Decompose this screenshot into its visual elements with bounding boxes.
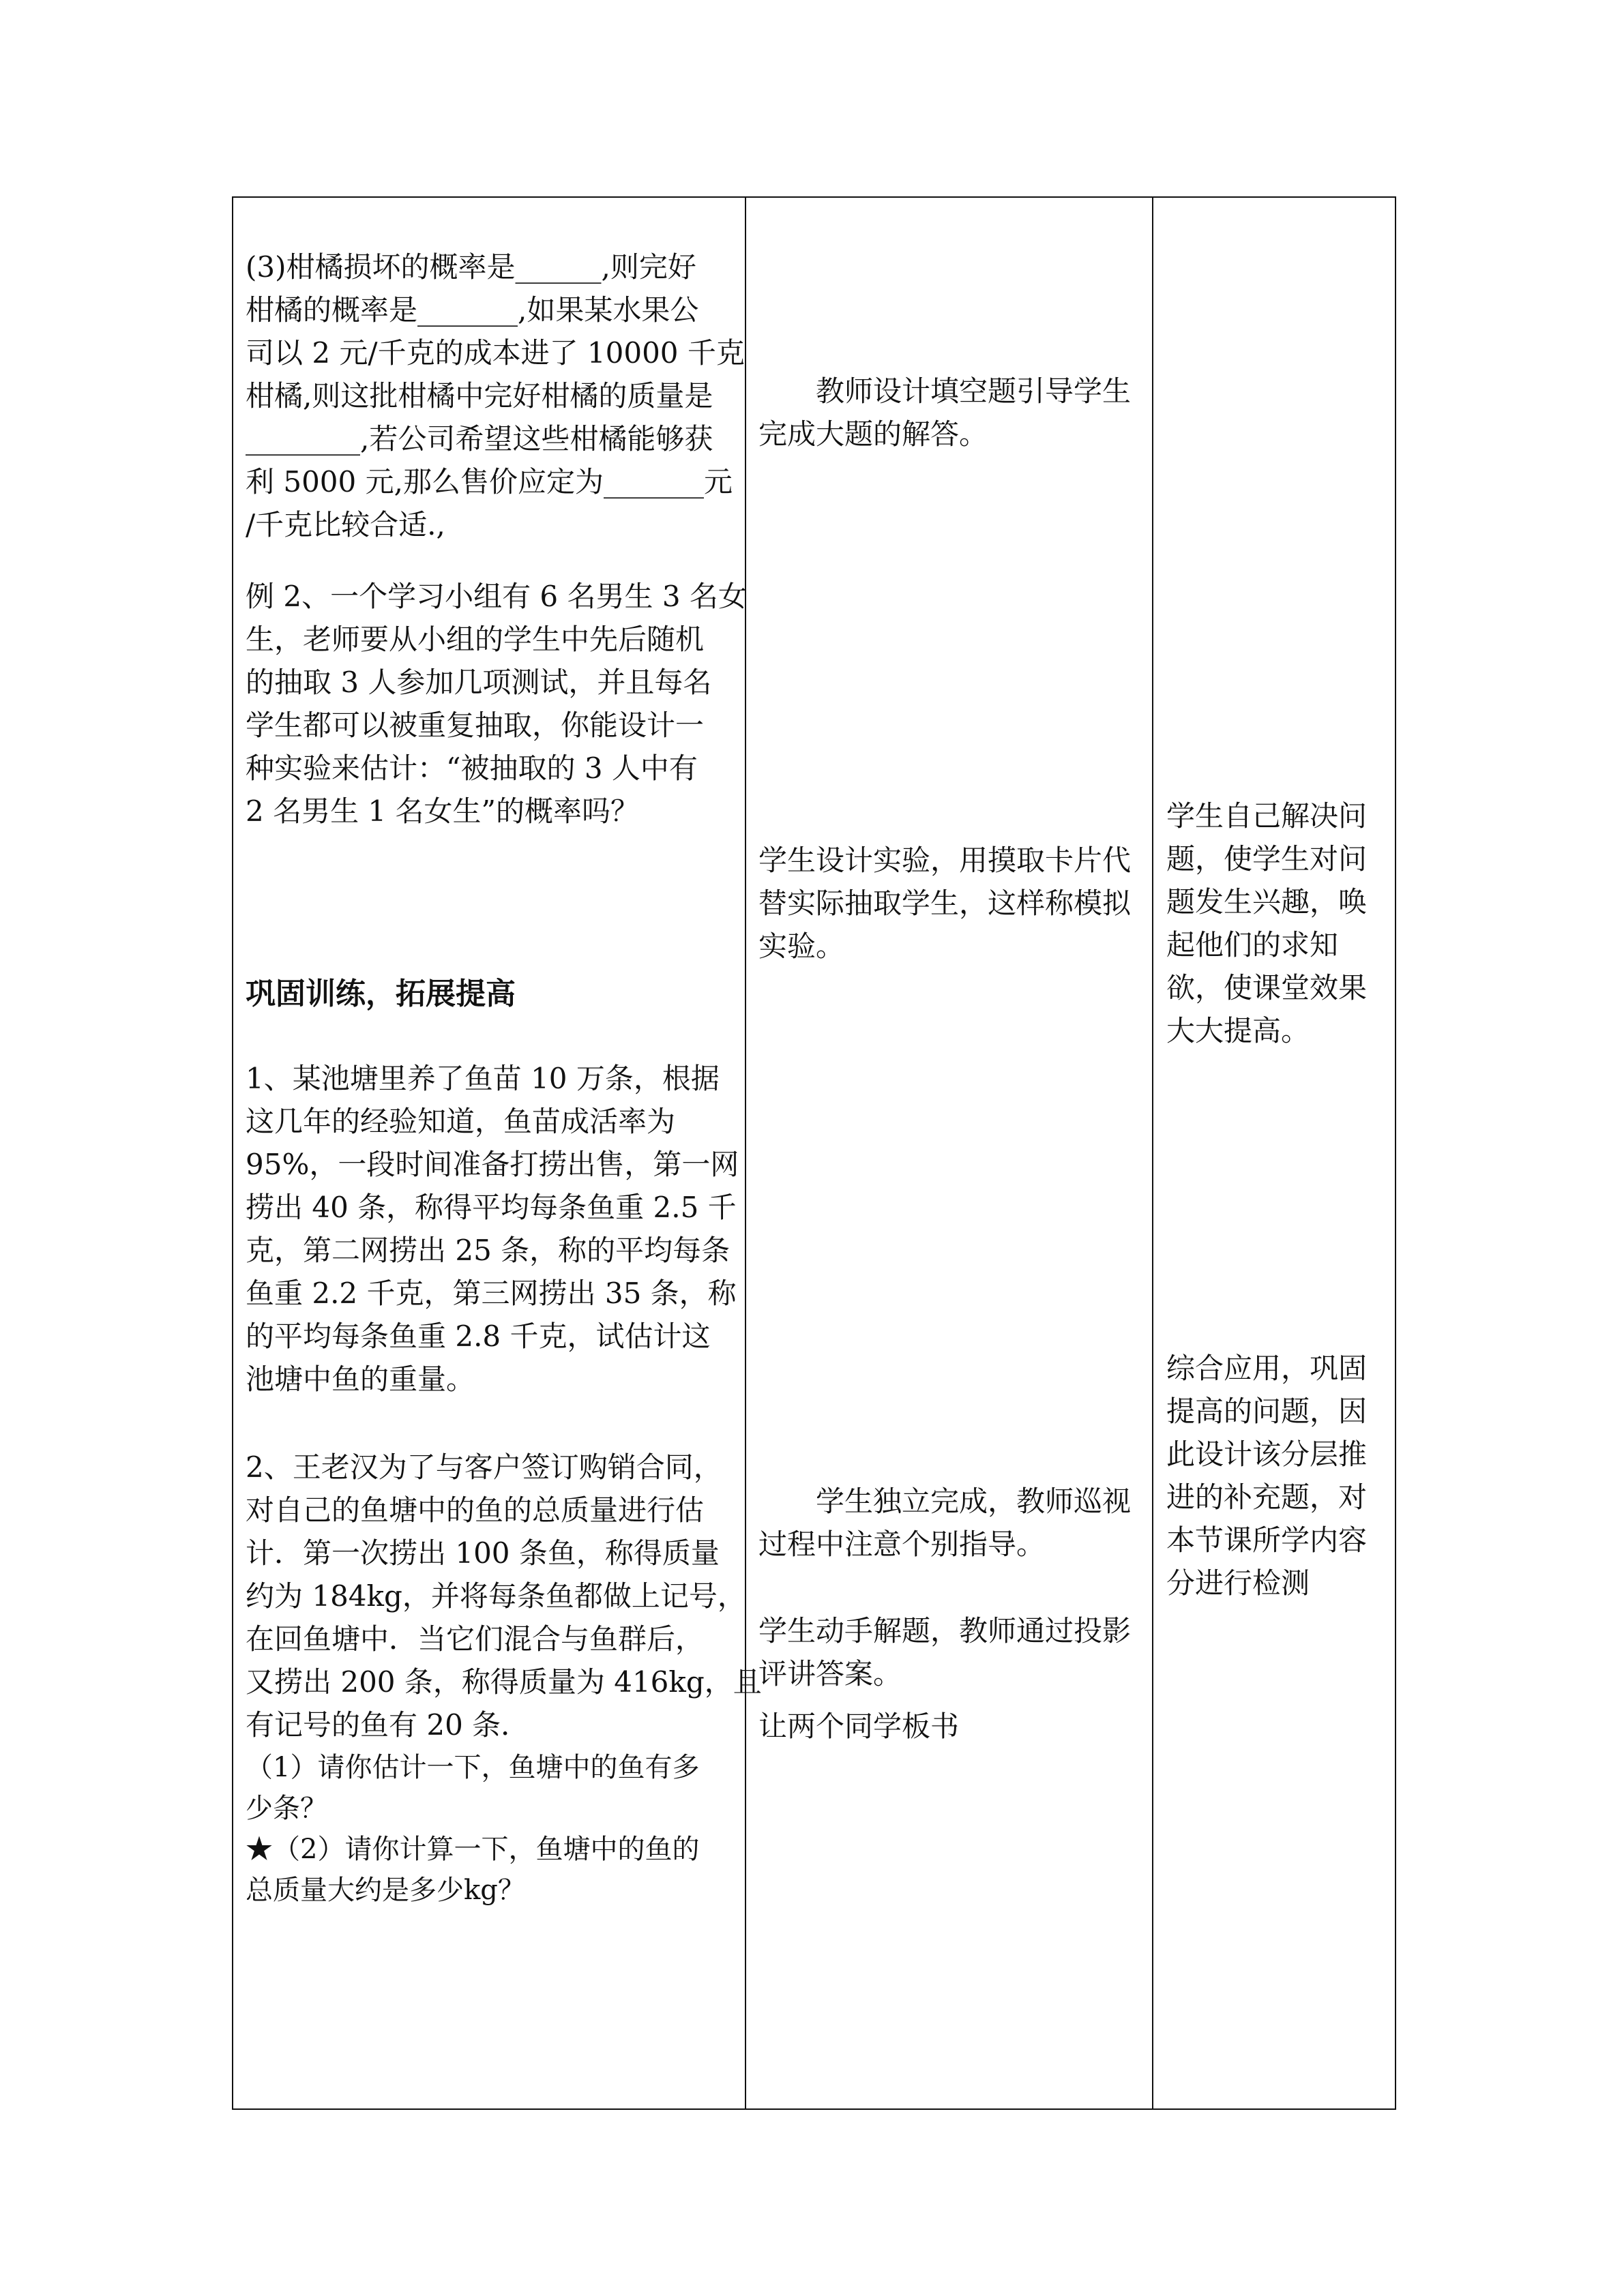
column-divider [1152, 198, 1153, 2108]
exercise2-subquestions: （1）请你估计一下，鱼塘中的鱼有多 少条？ ★（2）请你计算一下，鱼塘中的鱼的 总质量大约是多少kg？ [246, 1752, 700, 1906]
part3-question: (3)柑橘损坏的概率是______,则完好 柑橘的概率是_______,如果某水果公 司以 2 元/千克的成本进了 10000 千克 柑橘,则这批柑橘中完好柑橘的质量是 ________,若公司希望这些柑橘能够获 利 5000 元,那么售价应定为_______元 /千克比较合适., [246, 250, 745, 541]
board-work-note: 让两个同学板书 [758, 1710, 960, 1743]
column-divider [745, 198, 746, 2108]
example2-question: 例 2、一个学习小组有 6 名男生 3 名女 生，老师要从小组的学生中先后随机 的抽取 3 人参加几项测试，并且每名 学生都可以被重复抽取，你能设计一 种实验来估计：“被抽取的 3 人中有 2 名男生 1 名女生”的概率吗？ [246, 580, 747, 828]
comprehensive-application-note: 综合应用，巩固 提高的问题，因 此设计该分层推 进的补充题，对 本节课所学内容 分进行检测 [1166, 1352, 1368, 1600]
independent-work-note: 学生独立完成，教师巡视 过程中注意个别指导。 [758, 1485, 1132, 1561]
section-heading: 巩固训练，拓展提高 [246, 976, 516, 1011]
projection-review-note: 学生动手解题，教师通过投影 评讲答案。 [758, 1614, 1132, 1690]
student-experiment-note: 学生设计实验，用摸取卡片代 替实际抽取学生，这样称模拟 实验。 [758, 844, 1132, 963]
design-intent-note: 学生自己解决问 题，使学生对问 题发生兴趣，唤 起他们的求知 欲，使课堂效果 大大提高。 [1166, 799, 1368, 1047]
exercise2-question: 2、王老汉为了与客户签订购销合同， 对自己的鱼塘中的鱼的总质量进行估 计．第一次捞出 100 条鱼，称得质量 约为 184kg，并将每条鱼都做上记号， 在回鱼塘中．当它们混合与鱼群后， 又捞出 200 条，称得质量为 416kg，且 有记号的鱼有 20 条． [246, 1450, 762, 1742]
teacher-note-fill-blank: 教师设计填空题引导学生 完成大题的解答。 [758, 374, 1132, 451]
exercise1-question: 1、某池塘里养了鱼苗 10 万条，根据 这几年的经验知道，鱼苗成活率为 95%，一段时间准备打捞出售，第一网 捞出 40 条，称得平均每条鱼重 2.5 千 克，第二网捞出 25 条，称的平均每条 鱼重 2.2 千克，第三网捞出 35 条，称 的平均每条鱼重 2.8 千克，试估计这 池塘中鱼的重量。 [246, 1062, 739, 1396]
